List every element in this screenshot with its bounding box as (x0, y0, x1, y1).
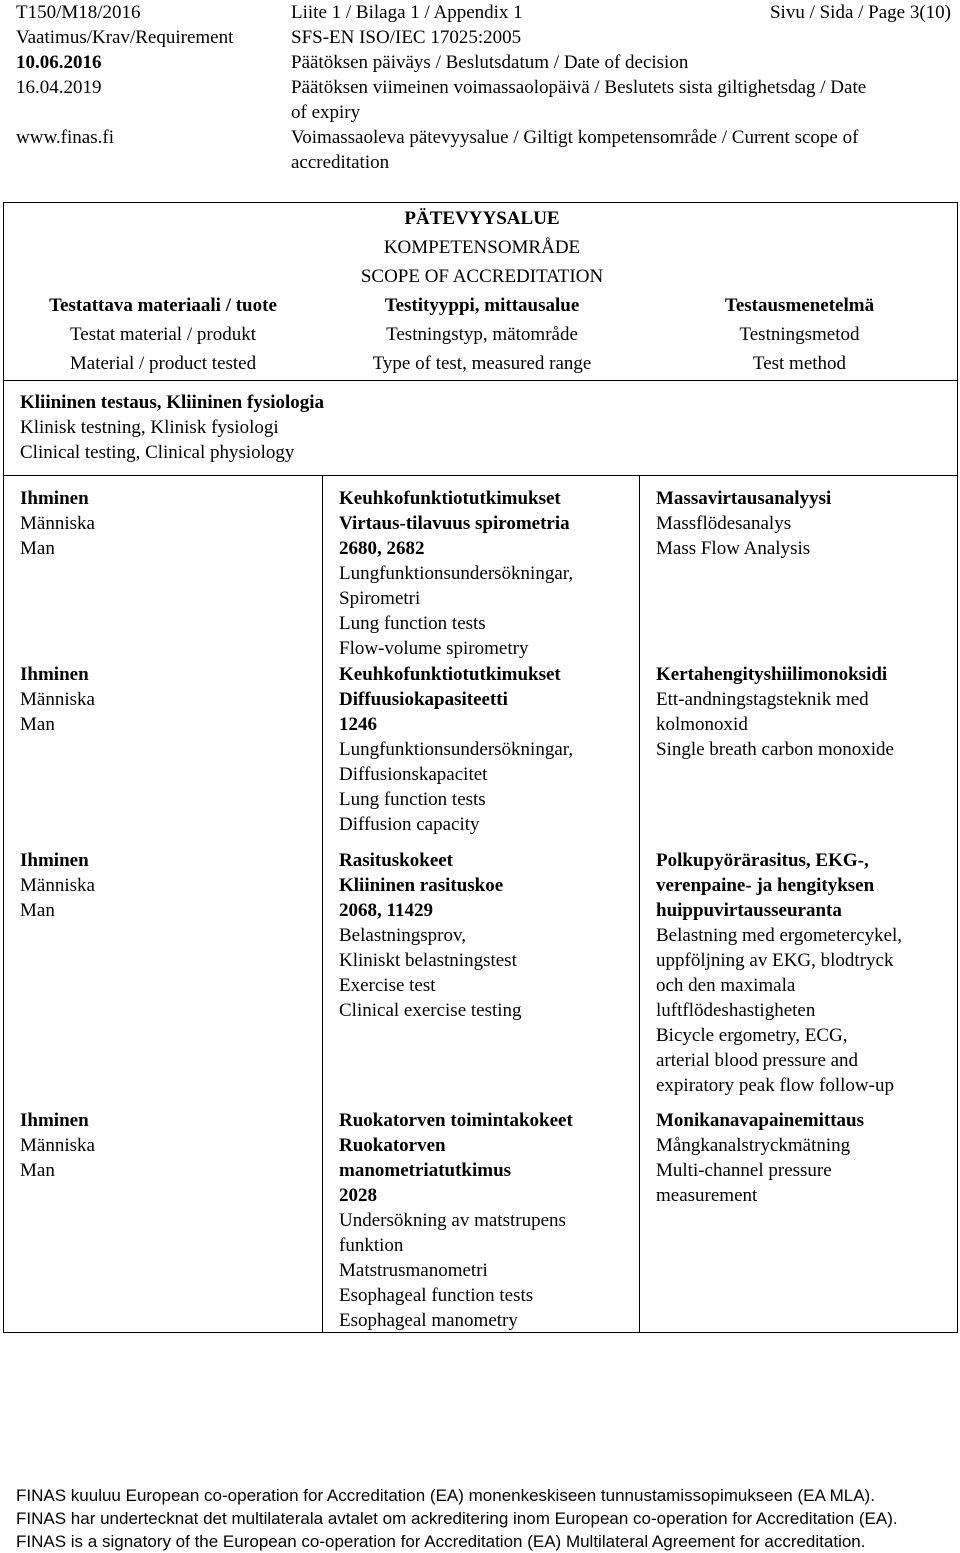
cell-line: 2068, 11429 (339, 900, 433, 921)
cell-line: Mångkanalstryckmätning (656, 1135, 851, 1156)
table-row (4, 662, 957, 848)
scope-table (3, 202, 958, 1333)
header-left (16, 150, 291, 175)
method-cell (640, 476, 957, 662)
cell-line: Undersökning av matstrupens (339, 1210, 566, 1231)
cell-line: Man (20, 714, 55, 735)
cell-line: Polkupyörärasitus, EKG-, (656, 850, 869, 871)
cell-line: Människa (20, 513, 95, 534)
cell-line: Clinical exercise testing (339, 1000, 522, 1021)
cell-line: Belastning med ergometercykel, (656, 925, 903, 946)
column-header-test-type: Testityyppi, mittausalue Testningstyp, mätområde Type of test, measured range (372, 295, 592, 374)
table-row (4, 1108, 957, 1332)
cell-line: Massflödesanalys (656, 513, 792, 534)
header-left: T150/M18/2016 (16, 2, 141, 23)
cell-line: uppföljning av EKG, blodtryck (656, 950, 894, 971)
cell-line: measurement (656, 1185, 758, 1206)
header-left: www.finas.fi (16, 127, 114, 148)
cell-line: Flow-volume spirometry (339, 638, 529, 659)
section-title-sv: Klinisk testning, Klinisk fysiologi (20, 417, 279, 438)
cell-line: kolmonoxid (656, 714, 748, 735)
scope-heading (4, 203, 957, 291)
cell-line: Lungfunktionsundersökningar, (339, 563, 574, 584)
page-header (16, 0, 951, 175)
page-footer (16, 1484, 956, 1553)
header-left: 16.04.2019 (16, 77, 102, 98)
header-row (16, 100, 951, 125)
cell-line: huippuvirtausseuranta (656, 900, 842, 921)
cell-line: luftflödeshastigheten (656, 1000, 816, 1021)
header-mid: SFS-EN ISO/IEC 17025:2005 (291, 27, 522, 48)
cell-line: Bicycle ergometry, ECG, (656, 1025, 848, 1046)
cell-line: Ihminen (20, 850, 89, 871)
cell-line: Ihminen (20, 488, 89, 509)
column-header-material: Testattava materiaali / tuote Testat material / produkt Material / product tested (49, 295, 277, 374)
data-rows (4, 476, 957, 1332)
header-row (16, 125, 951, 150)
cell-line: Lung function tests (339, 613, 486, 634)
header-row (16, 75, 951, 100)
method-cell (640, 662, 957, 848)
cell-line: Människa (20, 689, 95, 710)
header-page-number: Sivu / Sida / Page 3(10) (769, 2, 951, 23)
cell-line: Kertahengityshiilimonoksidi (656, 664, 888, 685)
material-cell (4, 1108, 323, 1332)
cell-line: Man (20, 1160, 55, 1181)
material-cell (4, 662, 323, 848)
cell-line: Ruokatorven (339, 1135, 446, 1156)
cell-line: Lungfunktionsundersökningar, (339, 739, 574, 760)
cell-line: Man (20, 538, 55, 559)
section-heading (4, 381, 957, 476)
table-row (4, 848, 957, 1108)
cell-line: Virtaus-tilavuus spirometria (339, 513, 570, 534)
header-left: 10.06.2016 (16, 52, 102, 73)
cell-line: Exercise test (339, 975, 436, 996)
footer-line-sv: FINAS har undertecknat det multilaterala avtalet om ackreditering inom European co-operation for Accreditation (EA). (16, 1509, 898, 1528)
test-type-cell (323, 476, 640, 662)
cell-line: 2028 (339, 1185, 377, 1206)
cell-line: Ett-andningstagsteknik med (656, 689, 869, 710)
cell-line: Mass Flow Analysis (656, 538, 811, 559)
footer-line-en: FINAS is a signatory of the European co-operation for Accreditation (EA) Multilateral Agreement for accreditation. (16, 1532, 866, 1551)
cell-line: Kliniskt belastningstest (339, 950, 517, 971)
cell-line: Ihminen (20, 664, 89, 685)
cell-line: och den maximala (656, 975, 796, 996)
cell-line: Rasituskokeet (339, 850, 454, 871)
header-row (16, 0, 951, 25)
method-cell (640, 848, 957, 1108)
scope-title-en: SCOPE OF ACCREDITATION (360, 266, 604, 287)
cell-line: Monikanavapainemittaus (656, 1110, 864, 1131)
cell-line: Keuhkofunktiotutkimukset (339, 488, 561, 509)
cell-line: Kliininen rasituskoe (339, 875, 504, 896)
scope-title-fi: PÄTEVYYSALUE (404, 208, 560, 229)
cell-line: funktion (339, 1235, 404, 1256)
header-left: Vaatimus/Krav/Requirement (16, 27, 234, 48)
cell-line: Single breath carbon monoxide (656, 739, 894, 760)
cell-line: Keuhkofunktiotutkimukset (339, 664, 561, 685)
test-type-cell (323, 848, 640, 1108)
cell-line: 2680, 2682 (339, 538, 425, 559)
header-row (16, 25, 951, 50)
cell-line: Multi-channel pressure (656, 1160, 832, 1181)
footer-line-fi: FINAS kuuluu European co-operation for Accreditation (EA) monenkeskiseen tunnustamissopimukseen (EA MLA). (16, 1486, 875, 1505)
column-header-method: Testausmenetelmä Testningsmetod Test method (724, 295, 875, 374)
cell-line: Man (20, 900, 55, 921)
cell-line: verenpaine- ja hengityksen (656, 875, 875, 896)
cell-line: Diffusionskapacitet (339, 764, 488, 785)
column-headers (4, 291, 957, 381)
header-mid: Päätöksen viimeinen voimassaolopäivä / Beslutets sista giltighetsdag / Date (291, 77, 867, 98)
cell-line: expiratory peak flow follow-up (656, 1075, 894, 1096)
cell-line: Massavirtausanalyysi (656, 488, 832, 509)
header-mid: accreditation (291, 152, 390, 173)
header-mid: Voimassaoleva pätevyysalue / Giltigt kompetensområde / Current scope of (291, 127, 859, 148)
cell-line: Människa (20, 875, 95, 896)
section-title-fi: Kliininen testaus, Kliininen fysiologia (20, 392, 325, 413)
cell-line: Diffusion capacity (339, 814, 480, 835)
header-mid: Liite 1 / Bilaga 1 / Appendix 1 (291, 2, 523, 23)
cell-line: Spirometri (339, 588, 421, 609)
cell-line: 1246 (339, 714, 377, 735)
header-row (16, 50, 951, 75)
cell-line: Esophageal function tests (339, 1285, 534, 1306)
material-cell (4, 476, 323, 662)
header-left (16, 100, 291, 125)
cell-line: Lung function tests (339, 789, 486, 810)
cell-line: arterial blood pressure and (656, 1050, 859, 1071)
header-mid: Päätöksen päiväys / Beslutsdatum / Date of decision (291, 52, 689, 73)
material-cell (4, 848, 323, 1108)
test-type-cell (323, 662, 640, 848)
header-mid: of expiry (291, 102, 361, 123)
header-row (16, 150, 951, 175)
cell-line: Belastningsprov, (339, 925, 467, 946)
method-cell (640, 1108, 957, 1332)
cell-line: Matstrusmanometri (339, 1260, 488, 1281)
cell-line: manometriatutkimus (339, 1160, 512, 1181)
cell-line: Människa (20, 1135, 95, 1156)
section-title-en: Clinical testing, Clinical physiology (20, 442, 295, 463)
cell-line: Ihminen (20, 1110, 89, 1131)
test-type-cell (323, 1108, 640, 1332)
cell-line: Diffuusiokapasiteetti (339, 689, 508, 710)
cell-line: Ruokatorven toimintakokeet (339, 1110, 573, 1131)
scope-title-sv: KOMPETENSOMRÅDE (383, 237, 581, 258)
cell-line: Esophageal manometry (339, 1310, 518, 1331)
table-row (4, 476, 957, 662)
